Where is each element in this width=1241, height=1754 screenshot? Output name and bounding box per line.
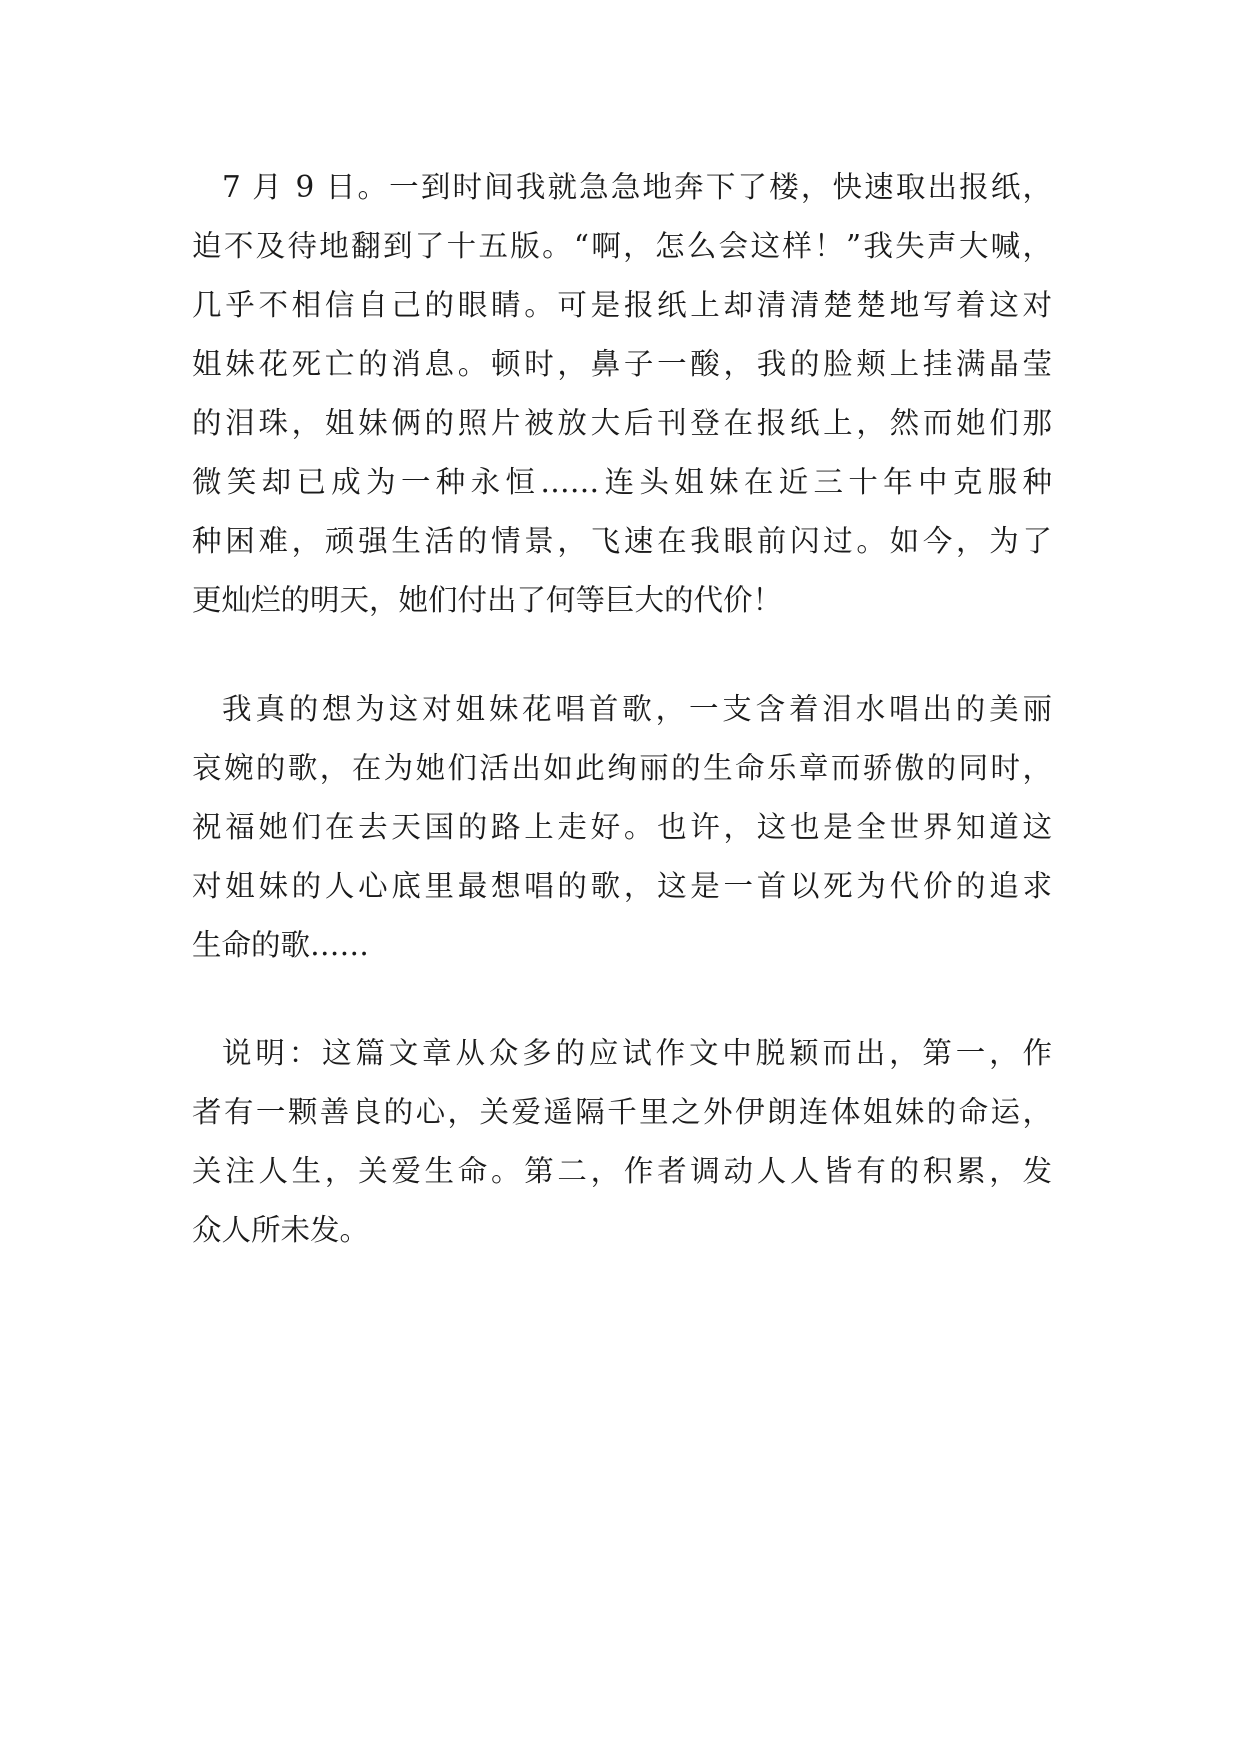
paragraph-line: 对姐妹的人心底里最想唱的歌，这是一首以死为代价的追求 — [192, 869, 1052, 903]
paragraph-line: 的泪珠，姐妹俩的照片被放大后刊登在报纸上，然而她们那 — [192, 406, 1052, 440]
paragraph-song-wish — [192, 680, 1052, 975]
paragraph-line: 种困难，顽强生活的情景，飞速在我眼前闪过。如今，为了 — [192, 524, 1052, 558]
paragraph-line: 哀婉的歌，在为她们活出如此绚丽的生命乐章而骄傲的同时， — [192, 751, 1052, 785]
paragraph-line: 祝福她们在去天国的路上走好。也许，这也是全世界知道这 — [192, 810, 1052, 844]
paragraph-line: 7 月 9 日。一到时间我就急急地奔下了楼，快速取出报纸， — [222, 170, 1052, 204]
paragraph-news-discovery — [192, 158, 1052, 630]
paragraph-line: 说明：这篇文章从众多的应试作文中脱颖而出，第一，作 — [222, 1036, 1052, 1070]
paragraph-line: 生命的歌…… — [192, 928, 370, 962]
paragraph-line: 姐妹花死亡的消息。顿时，鼻子一酸，我的脸颊上挂满晶莹 — [192, 347, 1052, 381]
paragraph-line: 众人所未发。 — [192, 1213, 370, 1247]
paragraph-line: 我真的想为这对姐妹花唱首歌，一支含着泪水唱出的美丽 — [222, 692, 1052, 726]
paragraph-line: 微笑却已成为一种永恒……连头姐妹在近三十年中克服种 — [192, 465, 1052, 499]
paragraph-line: 更灿烂的明天，她们付出了何等巨大的代价！ — [192, 583, 783, 617]
paragraph-line: 者有一颗善良的心，关爱遥隔千里之外伊朗连体姐妹的命运， — [192, 1095, 1052, 1129]
paragraph-line: 关注人生，关爱生命。第二，作者调动人人皆有的积累，发 — [192, 1154, 1052, 1188]
paragraph-line: 迫不及待地翻到了十五版。“啊，怎么会这样！”我失声大喊， — [192, 229, 1052, 263]
paragraph-line: 几乎不相信自己的眼睛。可是报纸上却清清楚楚地写着这对 — [192, 288, 1052, 322]
paragraph-commentary — [192, 1024, 1052, 1260]
